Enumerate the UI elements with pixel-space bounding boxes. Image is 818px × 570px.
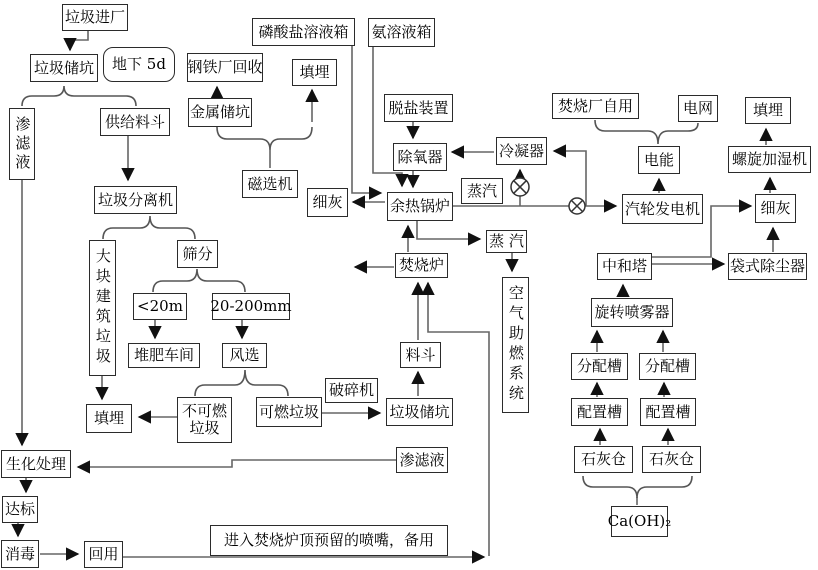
brace-separator-split — [103, 216, 195, 239]
node-under-20m: <20m — [133, 293, 187, 320]
node-waste-heat-boiler: 余热锅炉 — [387, 192, 453, 221]
node-bulky-construction-waste: 大块建筑垃圾 — [89, 240, 116, 376]
node-power-grid: 电网 — [678, 95, 718, 122]
node-screening: 筛分 — [177, 240, 218, 268]
node-electric-energy: 电能 — [638, 146, 680, 174]
node-waste-pit-2: 垃圾储坑 — [386, 398, 453, 426]
node-magnetic-separator: 磁选机 — [242, 170, 298, 198]
node-standards-met: 达标 — [2, 496, 38, 523]
node-waste-separator: 垃圾分离机 — [94, 186, 177, 214]
node-fine-ash-left: 细灰 — [307, 188, 348, 217]
node-range-20-200mm: 20-200mm — [212, 293, 290, 320]
node-disinfection: 消毒 — [1, 540, 39, 568]
brace-magnetic-separator-split — [217, 127, 312, 150]
node-landfill-top: 填埋 — [292, 59, 337, 86]
node-leachate-left: 渗滤液 — [9, 108, 35, 180]
node-nozzle-note: 进入焚烧炉顶预留的喷嘴，备用 — [210, 525, 448, 556]
brace-air-classifier-split — [195, 370, 288, 396]
node-waste-pit: 垃圾储坑 — [30, 54, 98, 82]
brace-screening-split — [153, 269, 245, 292]
brace-lime-silo-merge — [583, 476, 692, 498]
node-air-classifier: 风选 — [222, 343, 267, 368]
valve-icon — [511, 178, 529, 196]
node-landfill-bottom: 填埋 — [86, 404, 132, 433]
node-incinerator: 焚烧炉 — [395, 253, 448, 278]
node-turbine-generator: 汽轮发电机 — [622, 194, 703, 224]
node-desalination: 脱盐装置 — [384, 94, 453, 122]
node-caoh2: Ca(OH)₂ — [611, 506, 668, 537]
node-neutralization-tower: 中和塔 — [597, 253, 652, 280]
node-leachate-right: 渗滤液 — [396, 447, 448, 473]
node-air-combustion-system: 空气助燃系统 — [502, 277, 529, 413]
node-distribution-tank-left: 分配槽 — [571, 353, 628, 380]
node-non-combustible: 不可燃垃圾 — [177, 397, 232, 443]
node-compost-workshop: 堆肥车间 — [128, 343, 200, 368]
node-steam-wide: 蒸 汽 — [486, 230, 527, 253]
node-plant-self-use: 焚烧厂自用 — [552, 93, 639, 119]
node-waste-entry: 垃圾进厂 — [62, 4, 128, 31]
node-lime-silo-left: 石灰仓 — [574, 446, 633, 473]
node-hopper: 料斗 — [400, 342, 441, 368]
braces — [22, 86, 698, 498]
node-biochemical-treatment: 生化处理 — [1, 450, 71, 478]
node-bag-filter: 袋式除尘器 — [728, 253, 807, 280]
node-screw-humidifier: 螺旋加湿机 — [728, 146, 811, 173]
node-rotary-atomizer: 旋转喷雾器 — [591, 298, 673, 327]
node-lime-silo-right: 石灰仓 — [642, 446, 701, 473]
valve-icon — [569, 198, 585, 214]
node-deaerator: 除氧器 — [393, 143, 447, 171]
node-fine-ash-right: 细灰 — [755, 194, 796, 223]
node-crusher: 破碎机 — [325, 378, 378, 403]
node-steam-label: 蒸汽 — [461, 178, 503, 204]
node-underground-5d: 地下 5d — [103, 47, 175, 82]
node-preparation-tank-right: 配置槽 — [640, 398, 696, 426]
node-condenser: 冷凝器 — [496, 137, 547, 165]
brace-electric-energy-split — [595, 120, 698, 144]
node-steel-recycling: 钢铁厂回收 — [187, 53, 263, 82]
node-combustible: 可燃垃圾 — [256, 397, 322, 427]
node-feed-hopper: 供给料斗 — [100, 108, 170, 136]
node-phosphate-tank: 磷酸盐溶液箱 — [252, 18, 355, 46]
node-ammonia-tank: 氨溶液箱 — [368, 18, 435, 47]
node-landfill-right: 填埋 — [745, 97, 791, 124]
node-preparation-tank-left: 配置槽 — [571, 398, 628, 426]
brace-waste-pit-split — [22, 86, 136, 106]
node-distribution-tank-right: 分配槽 — [639, 353, 696, 380]
node-metal-pit: 金属储坑 — [188, 98, 252, 127]
node-reuse: 回用 — [84, 541, 123, 568]
